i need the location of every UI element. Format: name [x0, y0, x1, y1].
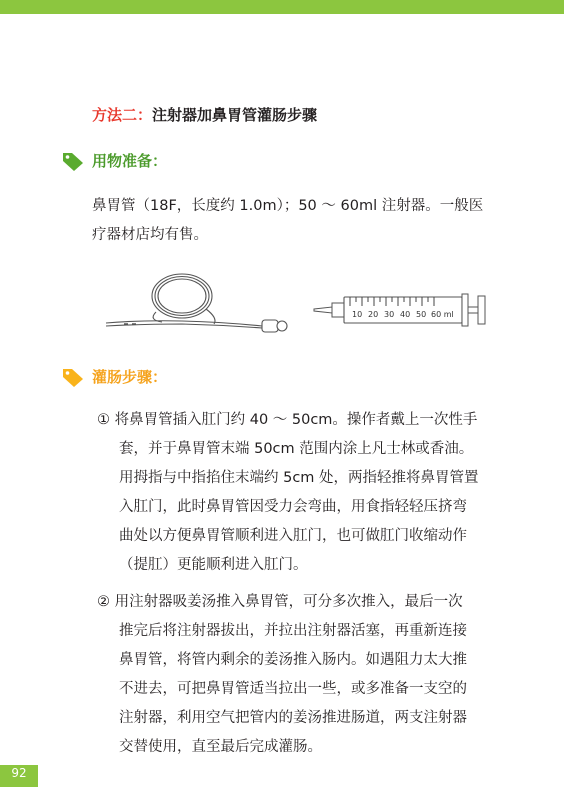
method-label: 方法二：: [92, 106, 153, 124]
method-heading: [92, 104, 317, 125]
text-line: 入肛门，此时鼻胃管因受力会弯曲，用食指轻轻压挤弯: [119, 499, 467, 515]
supplies-title: 用物准备：: [92, 152, 168, 170]
text-line: ② 用注射器吸姜汤推入鼻胃管，可分多次推入，最后一次: [97, 594, 463, 610]
syringe-scale-label: 10: [352, 310, 363, 319]
text-line: （提肛）更能顺利进入肛门。: [119, 557, 308, 573]
text-line: 曲处以方便鼻胃管顺利进入肛门，也可做肛门收缩动作: [119, 528, 467, 544]
syringe-scale-label: 30: [384, 310, 395, 319]
syringe-scale-label: 40: [400, 310, 411, 319]
text-line: 用拇指与中指掐住末端约 5cm 处，两指轻推将鼻胃管置: [119, 470, 479, 486]
method-title: 注射器加鼻胃管灌肠步骤: [152, 106, 318, 124]
syringe-illustration: [312, 290, 492, 330]
text-line: 不进去，可把鼻胃管适当拉出一些，或多准备一支空的: [119, 681, 467, 697]
step-1-text: [97, 406, 479, 580]
steps-title: 灌肠步骤：: [92, 368, 168, 386]
nasogastric-tube-illustration: [102, 262, 292, 340]
top-accent-bar: [0, 0, 564, 14]
text-line: 交替使用，直至最后完成灌肠。: [119, 739, 322, 755]
supplies-text: [92, 192, 483, 250]
syringe-scale-label: 50: [416, 310, 427, 319]
page-number: 92: [11, 766, 27, 780]
text-line: 注射器，利用空气把管内的姜汤推进肠道，两支注射器: [119, 710, 467, 726]
step-2-text: [97, 588, 467, 762]
text-line: 鼻胃管，将管内剩余的姜汤推入肠内。如遇阻力太大推: [119, 652, 467, 668]
text-line: 套，并于鼻胃管末端 50cm 范围内涂上凡士林或香油。: [119, 441, 474, 457]
text-line: 疗器材店均有售。: [92, 227, 208, 243]
tag-icon-green: [62, 150, 84, 172]
syringe-scale-label: 60 ml: [431, 310, 454, 319]
syringe-scale-label: 20: [368, 310, 379, 319]
text-line: 鼻胃管（18F，长度约 1.0m）；50 ～ 60ml 注射器。一般医: [92, 198, 484, 214]
text-line: ① 将鼻胃管插入肛门约 40 ～ 50cm。操作者戴上一次性手: [97, 412, 478, 428]
tag-icon-orange: [62, 366, 84, 388]
text-line: 推完后将注射器拔出，并拉出注射器活塞，再重新连接: [119, 623, 467, 639]
